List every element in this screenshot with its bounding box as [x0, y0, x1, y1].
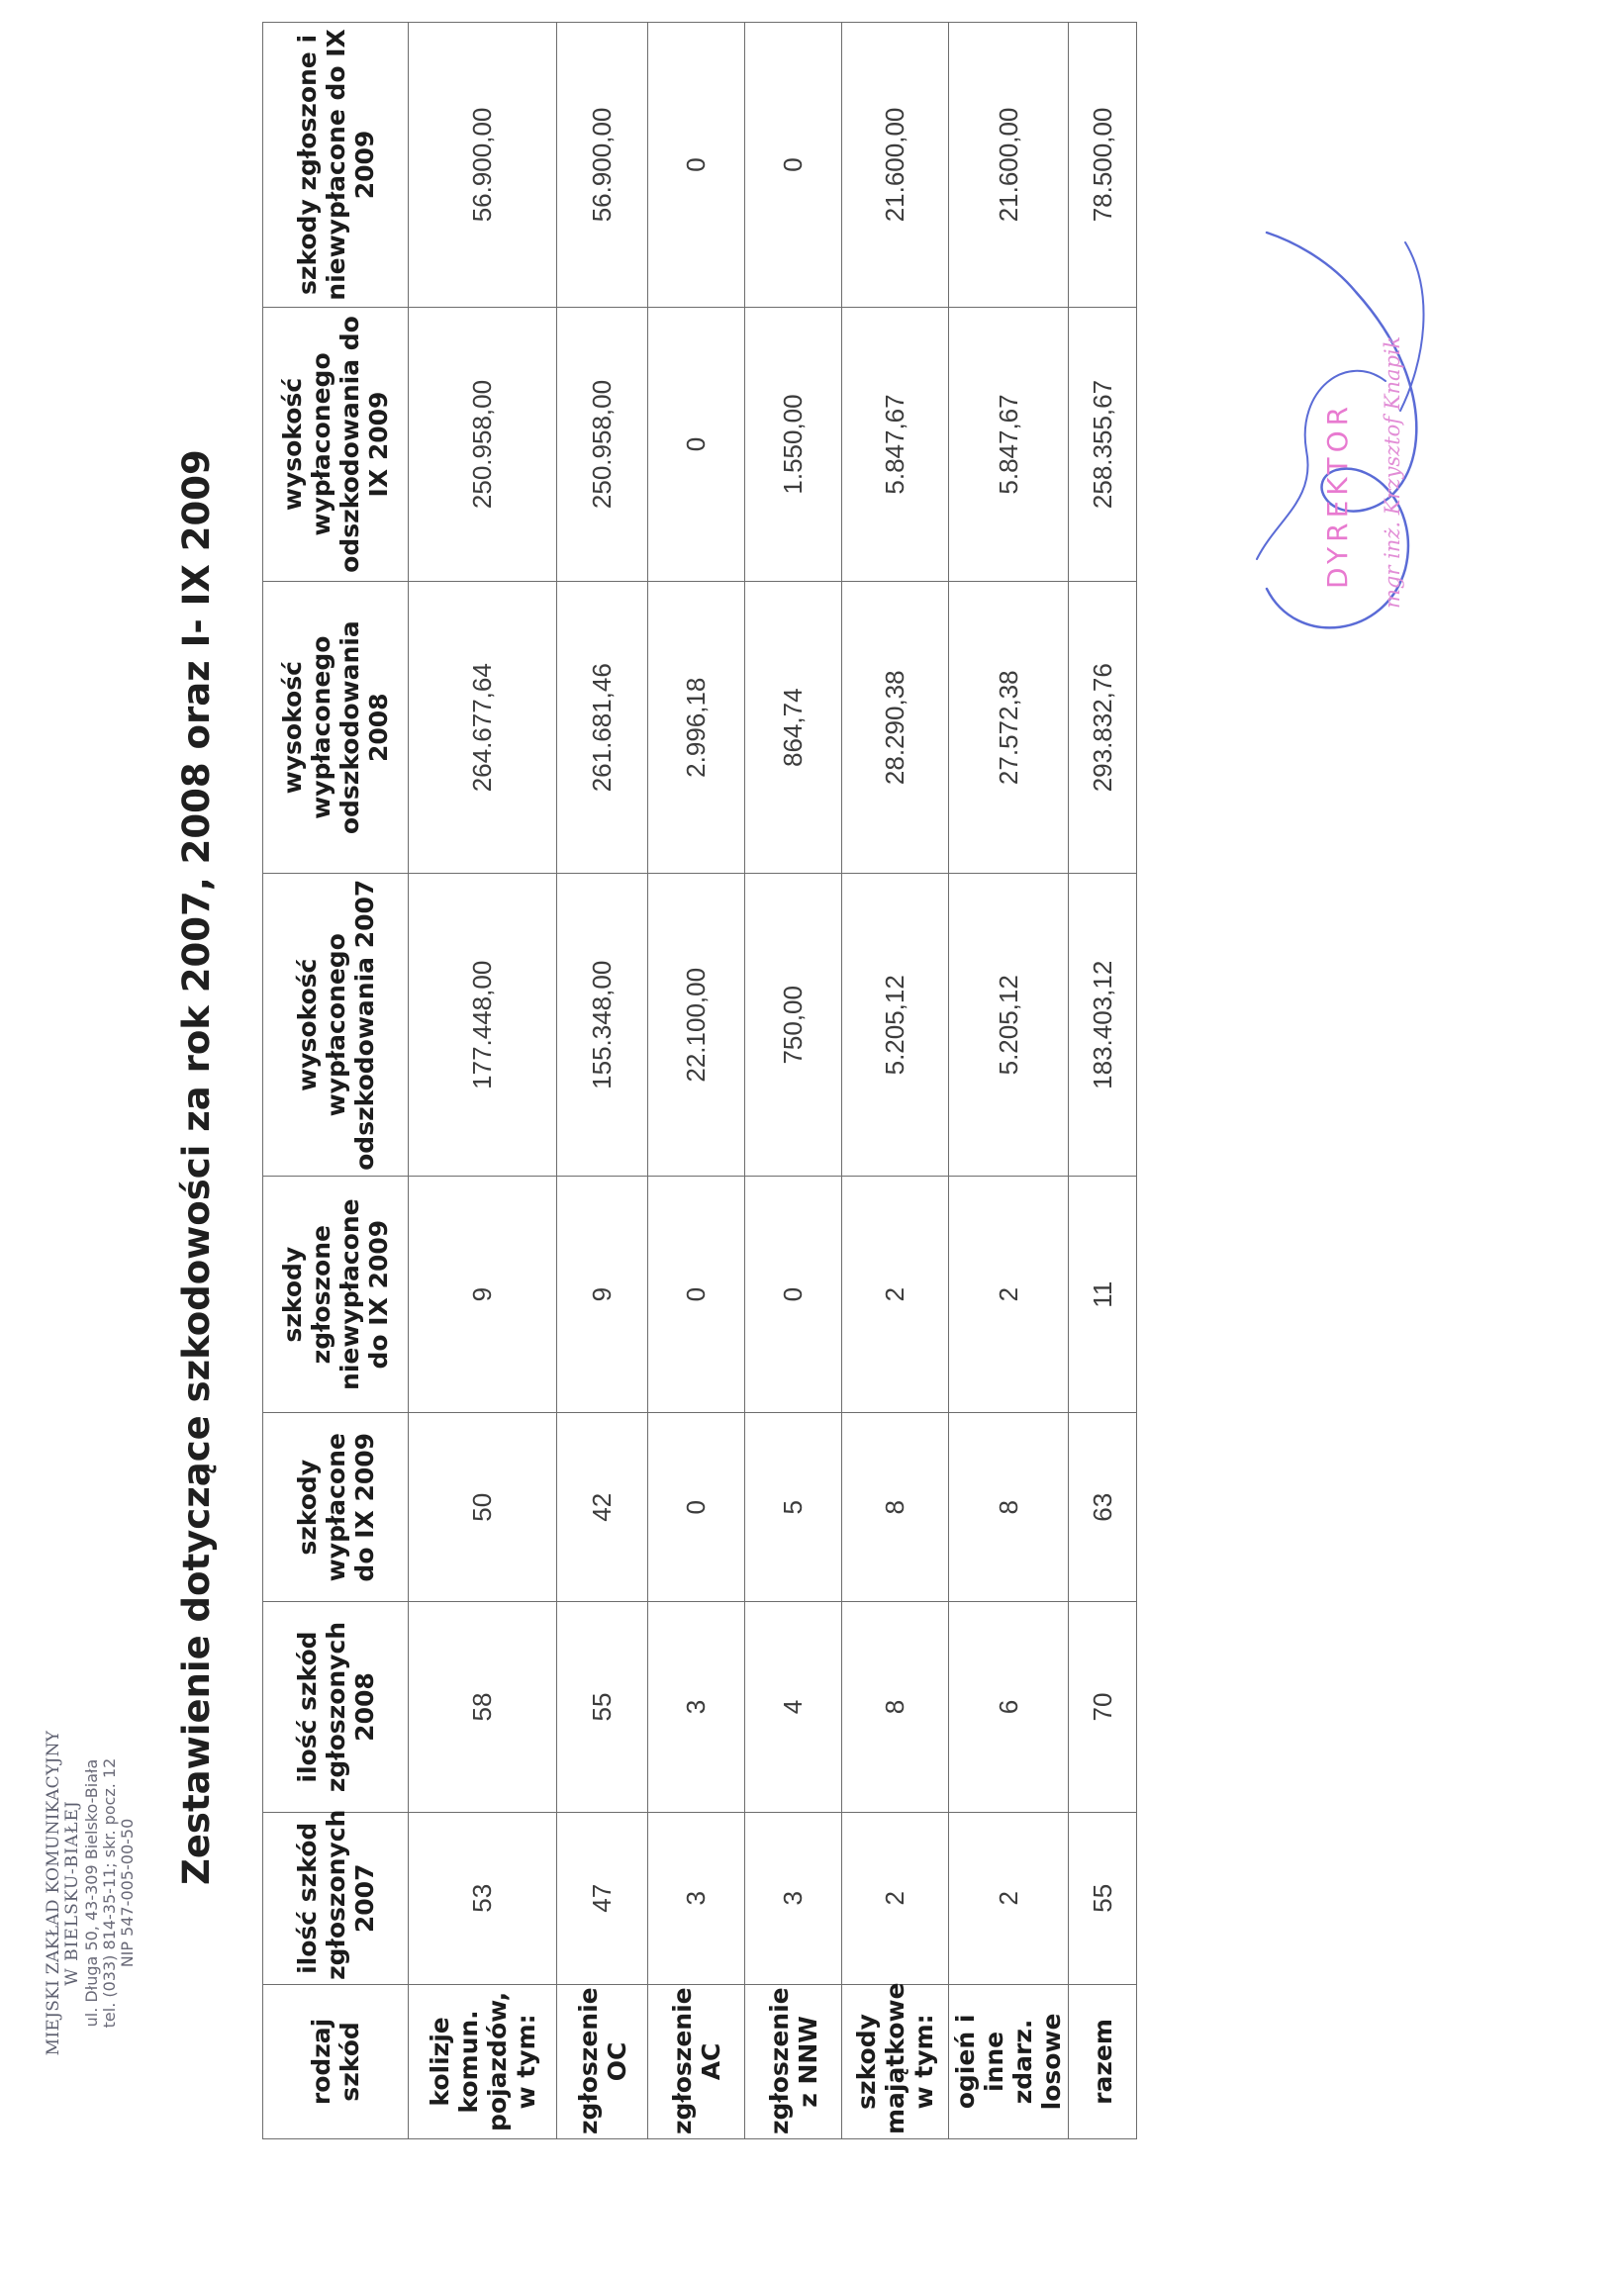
table-cell: 11 [1069, 1177, 1137, 1413]
row-label: szkody majątkowe w tym: [842, 1984, 949, 2138]
row-label: zgłoszenie OC [557, 1984, 648, 2138]
table-cell: 42 [557, 1413, 648, 1602]
table-cell: 55 [557, 1602, 648, 1812]
table-cell: 28.290,38 [842, 582, 949, 874]
table-cell: 2 [842, 1812, 949, 1984]
director-stamp-title: DYREKTOR [1321, 401, 1354, 589]
table-cell: 2.996,18 [648, 582, 745, 874]
table-cell: 78.500,00 [1069, 23, 1137, 308]
table-row [949, 23, 1069, 2139]
table-cell: 58 [409, 1602, 557, 1812]
table-cell: 261.681,46 [557, 582, 648, 874]
table-cell: 293.832,76 [1069, 582, 1137, 874]
row-label: kolizje komun. pojazdów, w tym: [409, 1984, 557, 2138]
header-zgloszone-niewyplacone-ix-2009: szkody zgłoszone i niewypłacone do IX 2009 [263, 23, 409, 308]
header-niewyplacone-ix-2009: szkody zgłoszone niewypłacone do IX 2009 [263, 1177, 409, 1413]
table-cell: 22.100,00 [648, 874, 745, 1177]
table-cell: 5.847,67 [842, 307, 949, 581]
table-cell: 9 [557, 1177, 648, 1413]
table-cell: 8 [842, 1413, 949, 1602]
table-row [409, 23, 557, 2139]
table-cell: 0 [648, 307, 745, 581]
row-label: razem [1069, 1984, 1137, 2138]
table-cell: 0 [648, 1413, 745, 1602]
table-cell: 3 [648, 1602, 745, 1812]
table-cell: 63 [1069, 1413, 1137, 1602]
table-row-total [1069, 23, 1137, 2139]
header-ilosc-2008: ilość szkód zgłoszonych 2008 [263, 1602, 409, 1812]
table-cell: 56.900,00 [409, 23, 557, 308]
table-row [648, 23, 745, 2139]
table-cell: 4 [745, 1602, 842, 1812]
table-cell: 1.550,00 [745, 307, 842, 581]
header-rodzaj-szkod: rodzaj szkód [263, 1984, 409, 2138]
stamp-nip: NIP 547-005-00-50 [118, 1818, 137, 1968]
table-cell: 250.958,00 [557, 307, 648, 581]
header-odszkodowanie-ix-2009: wysokość wypłaconego odszkodowania do IX 2009 [263, 307, 409, 581]
table-cell: 250.958,00 [409, 307, 557, 581]
director-stamp-name: mgr inż. Krzysztof Knapik [1381, 335, 1404, 609]
header-ilosc-2007: ilość szkód zgłoszonych 2007 [263, 1812, 409, 1984]
table-cell: 183.403,12 [1069, 874, 1137, 1177]
table-row [842, 23, 949, 2139]
table-row [745, 23, 842, 2139]
header-odszkodowanie-2007: wysokość wypłaconego odszkodowania 2007 [263, 874, 409, 1177]
table-row [557, 23, 648, 2139]
row-label: zgłoszenie AC [648, 1984, 745, 2138]
table-cell: 5.847,67 [949, 307, 1069, 581]
document-title: Zestawienie dotyczące szkodowości za rok 2007, 2008 oraz I- IX 2009 [175, 449, 218, 1885]
table-cell: 177.448,00 [409, 874, 557, 1177]
table-cell: 0 [745, 1177, 842, 1413]
table-cell: 70 [1069, 1602, 1137, 1812]
table-cell: 53 [409, 1812, 557, 1984]
table-cell: 264.677,64 [409, 582, 557, 874]
table-cell: 50 [409, 1413, 557, 1602]
table-header-row [263, 23, 409, 2139]
stamp-phone: tel. (033) 814-35-11; skr. pocz. 12 [100, 1757, 119, 2029]
table-cell: 3 [745, 1812, 842, 1984]
table-cell: 0 [648, 23, 745, 308]
organization-stamp [45, 1715, 137, 2071]
table-cell: 8 [842, 1602, 949, 1812]
table-cell: 2 [949, 1177, 1069, 1413]
table-cell: 21.600,00 [949, 23, 1069, 308]
table-cell: 258.355,67 [1069, 307, 1137, 581]
table-cell: 0 [648, 1177, 745, 1413]
header-odszkodowanie-2008: wysokość wypłaconego odszkodowania 2008 [263, 582, 409, 874]
table-cell: 155.348,00 [557, 874, 648, 1177]
table-cell: 21.600,00 [842, 23, 949, 308]
table-cell: 2 [842, 1177, 949, 1413]
header-wyplacone-ix-2009: szkody wypłacone do IX 2009 [263, 1413, 409, 1602]
table-cell: 47 [557, 1812, 648, 1984]
table-cell: 864,74 [745, 582, 842, 874]
row-label: ogień i inne zdarz. losowe [949, 1984, 1069, 2138]
table-cell: 6 [949, 1602, 1069, 1812]
table-cell: 3 [648, 1812, 745, 1984]
table-cell: 5.205,12 [842, 874, 949, 1177]
table-cell: 8 [949, 1413, 1069, 1602]
table-cell: 750,00 [745, 874, 842, 1177]
table-cell: 2 [949, 1812, 1069, 1984]
table-cell: 56.900,00 [557, 23, 648, 308]
table-cell: 9 [409, 1177, 557, 1413]
table-cell: 0 [745, 23, 842, 308]
table-cell: 55 [1069, 1812, 1137, 1984]
row-label: zgłoszenie z NNW [745, 1984, 842, 2138]
table-cell: 5 [745, 1413, 842, 1602]
table-cell: 27.572,38 [949, 582, 1069, 874]
stamp-org-name: MIEJSKI ZAKŁAD KOMUNIKACYJNY [44, 1730, 63, 2056]
claims-summary-table [262, 22, 1137, 2139]
stamp-address: ul. Długa 50, 43-309 Bielsko-Biała [82, 1758, 101, 2028]
table-cell: 5.205,12 [949, 874, 1069, 1177]
stamp-org-city: W BIELSKU-BIAŁEJ [62, 1800, 82, 1986]
